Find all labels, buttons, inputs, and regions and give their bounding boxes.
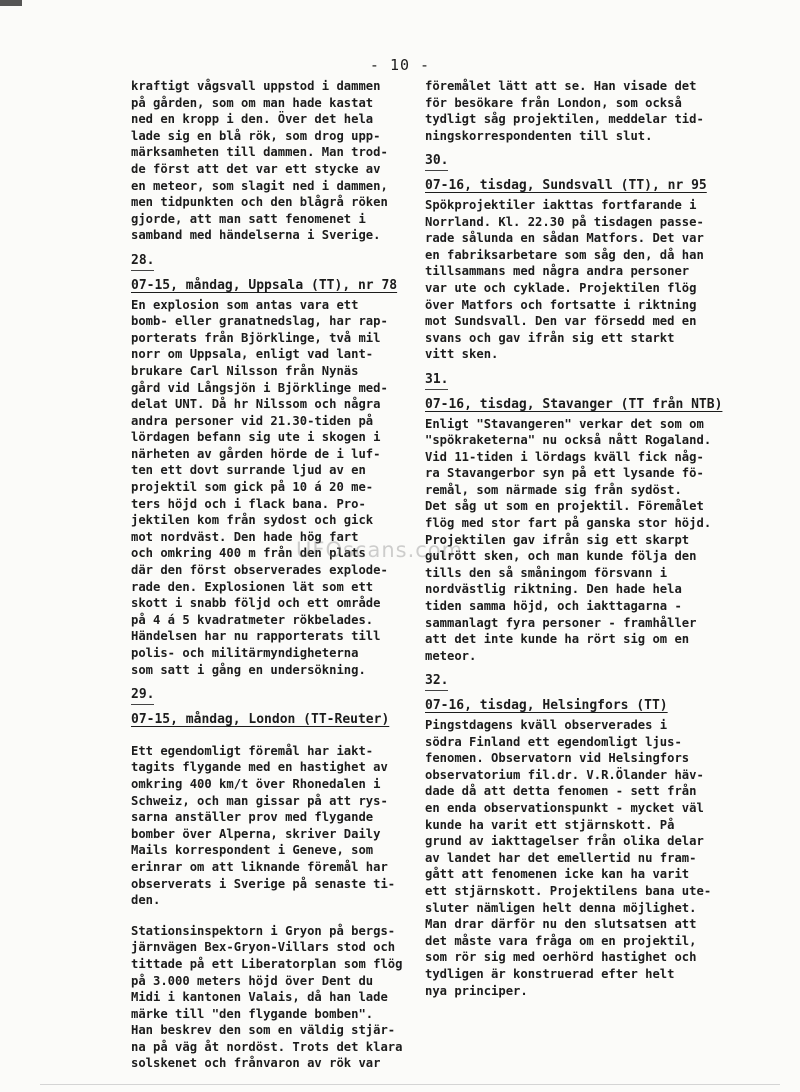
text-line: Schweiz, och man gissar på att rys- [131, 793, 388, 808]
left-column [131, 78, 415, 1072]
text-line: projektil som gick på 10 á 20 me- [131, 480, 374, 495]
text-line: gård vid Långsjön i Björklinge med- [131, 380, 388, 395]
text-line: Han beskrev den som en väldig stjär- [131, 1023, 396, 1038]
text-line: ningskorrespondenten till slut. [425, 128, 653, 143]
text-line: som rör sig med oerhörd hastighet och [425, 950, 697, 965]
entry-30 [425, 152, 725, 363]
text-line: bomber över Alperna, skriver Daily [131, 826, 381, 841]
text-line: nya principer. [425, 983, 528, 998]
text-line: Norrland. Kl. 22.30 på tisdagen passe- [425, 214, 704, 229]
text-line: lördagen befann sig ute i skogen i [131, 430, 381, 445]
text-line: andra personer vid 21.30-tiden på [131, 413, 374, 428]
text-line: det måste vara fråga om en projektil, [425, 933, 697, 948]
text-line: var ute och cyklade. Projektilen flög [425, 280, 697, 295]
text-line: märke till "den flygande bomben". [131, 1006, 374, 1021]
text-line: erinrar om att liknande föremål har [131, 859, 388, 874]
text-line: samband med händelserna i Sverige. [131, 228, 381, 243]
text-line: kraftigt vågsvall uppstod i dammen [131, 79, 381, 93]
text-line: Ett egendomligt föremål har iakt- [131, 743, 374, 758]
text-line: fenomen. Observatorn vid Helsingfors [425, 751, 690, 766]
text-line: En explosion som antas vara ett [131, 297, 359, 312]
entry-heading: 07-16, tisdag, Sundsvall (TT), nr 95 [425, 178, 707, 194]
text-line: som satt i gång en undersökning. [131, 662, 366, 677]
entry-body [131, 743, 415, 909]
text-line: kunde ha varit ett stjärnskott. På [425, 817, 675, 832]
text-line: Vid 11-tiden i lördags kväll fick någ- [425, 449, 704, 464]
text-line: norr om Uppsala, enligt vad lant- [131, 347, 374, 362]
entry-heading: 07-15, måndag, Uppsala (TT), nr 78 [131, 277, 398, 293]
text-line: ters höjd och i flack bana. Pro- [131, 496, 366, 511]
text-line: en meteor, som slagit ned i dammen, [131, 178, 388, 193]
text-line: jektilen kom från sydost och gick [131, 513, 374, 528]
page-number: - 10 - [369, 56, 431, 74]
text-line: av landet har det emellertid nu fram- [425, 850, 697, 865]
text-line: gjorde, att man satt fenomenet i [131, 211, 366, 226]
text-line: Projektilen gav ifrån sig ett skarpt [425, 532, 690, 547]
watermark: UFOscans.com [296, 538, 464, 562]
text-line: de först att det var ett stycke av [131, 161, 381, 176]
text-line: järnvägen Bex-Gryon-Villars stod och [131, 940, 396, 955]
entry-number: 30. [425, 152, 725, 174]
text-line: tiden samma höjd, och iakttagarna - [425, 599, 682, 614]
entry-number: 31. [425, 371, 725, 393]
text-line: Händelsen har nu rapporterats till [131, 629, 381, 644]
text-line: sarna anställer prov med flygande [131, 810, 374, 825]
text-line: grund av iakttagelser från olika delar [425, 834, 704, 849]
text-line: på 4 á 5 kvadratmeter rökbelades. [131, 612, 374, 627]
entry-28 [131, 252, 415, 678]
text-line: ten ett dovt surrande ljud av en [131, 463, 366, 478]
text-line: föremålet lätt att se. Han visade det [425, 79, 697, 93]
text-line: flög med stor fart på ganska stor höjd. [425, 516, 712, 531]
text-line: den. [131, 893, 161, 908]
entry-number: 32. [425, 672, 725, 694]
text-line: observerats i Sverige på senaste ti- [131, 876, 396, 891]
entry-body [425, 717, 725, 999]
entry-29 [131, 686, 415, 1072]
text-line: gått att fenomenen icke kan ha varit [425, 867, 690, 882]
entry-31 [425, 371, 725, 665]
right-continuation [425, 78, 725, 144]
text-line: brukare Carl Nilsson från Nynäs [131, 363, 359, 378]
text-line: rade sålunda en sådan Matfors. Det var [425, 231, 704, 246]
text-line: porterats från Björklinge, två mil [131, 330, 381, 345]
text-line: mot Sundsvall. Den var försedd med en [425, 314, 697, 329]
text-line: dade då att detta fenomen - sett från [425, 784, 697, 799]
text-line: närheten av gården hörde de i luf- [131, 446, 381, 461]
text-line: över Matfors och fortsatte i riktning [425, 297, 697, 312]
text-line: solskenet och frånvaron av rök var [131, 1056, 381, 1071]
text-line: ra Stavangerbor syn på ett lysande fö- [425, 466, 704, 481]
text-line: tittade på ett Liberatorplan som flög [131, 956, 403, 971]
right-column [425, 78, 725, 999]
text-line: nordvästlig riktning. Den hade hela [425, 582, 682, 597]
text-line: tydligen är konstruerad efter helt [425, 966, 675, 981]
text-line: för besökare från London, som också [425, 95, 682, 110]
text-line: mot nordväst. Den hade hög fart [131, 529, 359, 544]
scan-edge-mark [0, 0, 22, 6]
text-line: tillsammans med några andra personer [425, 264, 690, 279]
text-line: på gården, som om man hade kastat [131, 95, 374, 110]
entry-32 [425, 672, 725, 999]
text-line: delat UNT. Då hr Nilssom och några [131, 397, 381, 412]
text-line: Enligt "Stavangeren" verkar det som om [425, 416, 704, 431]
text-line: Stationsinspektorn i Gryon på bergs- [131, 923, 396, 938]
entry-body [131, 297, 415, 679]
text-line: märksamheten till dammen. Man trod- [131, 145, 388, 160]
text-line: lade sig en blå rök, som drog upp- [131, 128, 381, 143]
text-line: sammanlagt fyra personer - framhåller [425, 615, 697, 630]
entry-number: 28. [131, 252, 415, 274]
entry-body [425, 416, 725, 665]
text-line: Det såg ut som en projektil. Föremålet [425, 499, 704, 514]
bottom-rule [40, 1084, 780, 1085]
text-line: men tidpunkten och den blågrå röken [131, 195, 388, 210]
text-line: omkring 400 km/t över Rhonedalen i [131, 776, 381, 791]
text-line: södra Finland ett egendomligt ljus- [425, 734, 682, 749]
text-line: "spökraketerna" nu också nått Rogaland. [425, 433, 712, 448]
text-line: observatorium fil.dr. V.R.Ölander häv- [425, 767, 704, 782]
text-line: en enda observationspunkt - mycket väl [425, 800, 704, 815]
entry-body [425, 197, 725, 363]
text-line: bomb- eller granatnedslag, har rap- [131, 314, 388, 329]
text-line: där den först observerades explode- [131, 563, 388, 578]
text-line: Man drar därför nu den slutsatsen att [425, 917, 697, 932]
text-line: remål, som närmade sig från sydöst. [425, 482, 682, 497]
text-line: ett stjärnskott. Projektilens bana ute- [425, 883, 712, 898]
text-line: Mails korrespondent i Geneve, som [131, 843, 374, 858]
text-line: na på väg åt nordöst. Trots det klara [131, 1039, 403, 1054]
text-line: tills den så småningom försvann i [425, 565, 668, 580]
text-line: svans och gav ifrån sig ett starkt [425, 330, 675, 345]
text-line: gulrött sken, och man kunde följa den [425, 549, 697, 564]
text-line: Spökprojektiler iakttas fortfarande i [425, 197, 697, 212]
text-line: rade den. Explosionen lät som ett [131, 579, 374, 594]
text-line: polis- och militärmyndigheterna [131, 646, 359, 660]
text-line: en fabriksarbetare som såg den, då han [425, 247, 704, 262]
text-line: sluter nämligen helt denna möjlighet. [425, 900, 697, 915]
entry-number: 29. [131, 686, 415, 708]
entry-body [131, 923, 415, 1072]
entry-heading: 07-16, tisdag, Helsingfors (TT) [425, 698, 668, 714]
text-line: ned en kropp i den. Över det hela [131, 112, 374, 127]
entry-heading: 07-16, tisdag, Stavanger (TT från NTB) [425, 396, 723, 412]
text-line: Pingstdagens kväll observerades i [425, 718, 668, 732]
text-line: meteor. [425, 648, 477, 663]
text-line: att det inte kunde ha rört sig om en [425, 632, 690, 647]
text-line: tagits flygande med en hastighet av [131, 760, 388, 775]
text-line: och omkring 400 m från den plats [131, 546, 366, 561]
entry-heading: 07-15, måndag, London (TT-Reuter) [131, 712, 390, 728]
text-line: skott i snabb följd och ett område [131, 596, 381, 611]
left-continuation [131, 78, 415, 244]
text-line: tydligt såg projektilen, meddelar tid- [425, 112, 704, 127]
text-line: Midi i kantonen Valais, då han lade [131, 990, 388, 1005]
text-line: vitt sken. [425, 347, 499, 362]
text-line: på 3.000 meters höjd över Dent du [131, 973, 374, 988]
